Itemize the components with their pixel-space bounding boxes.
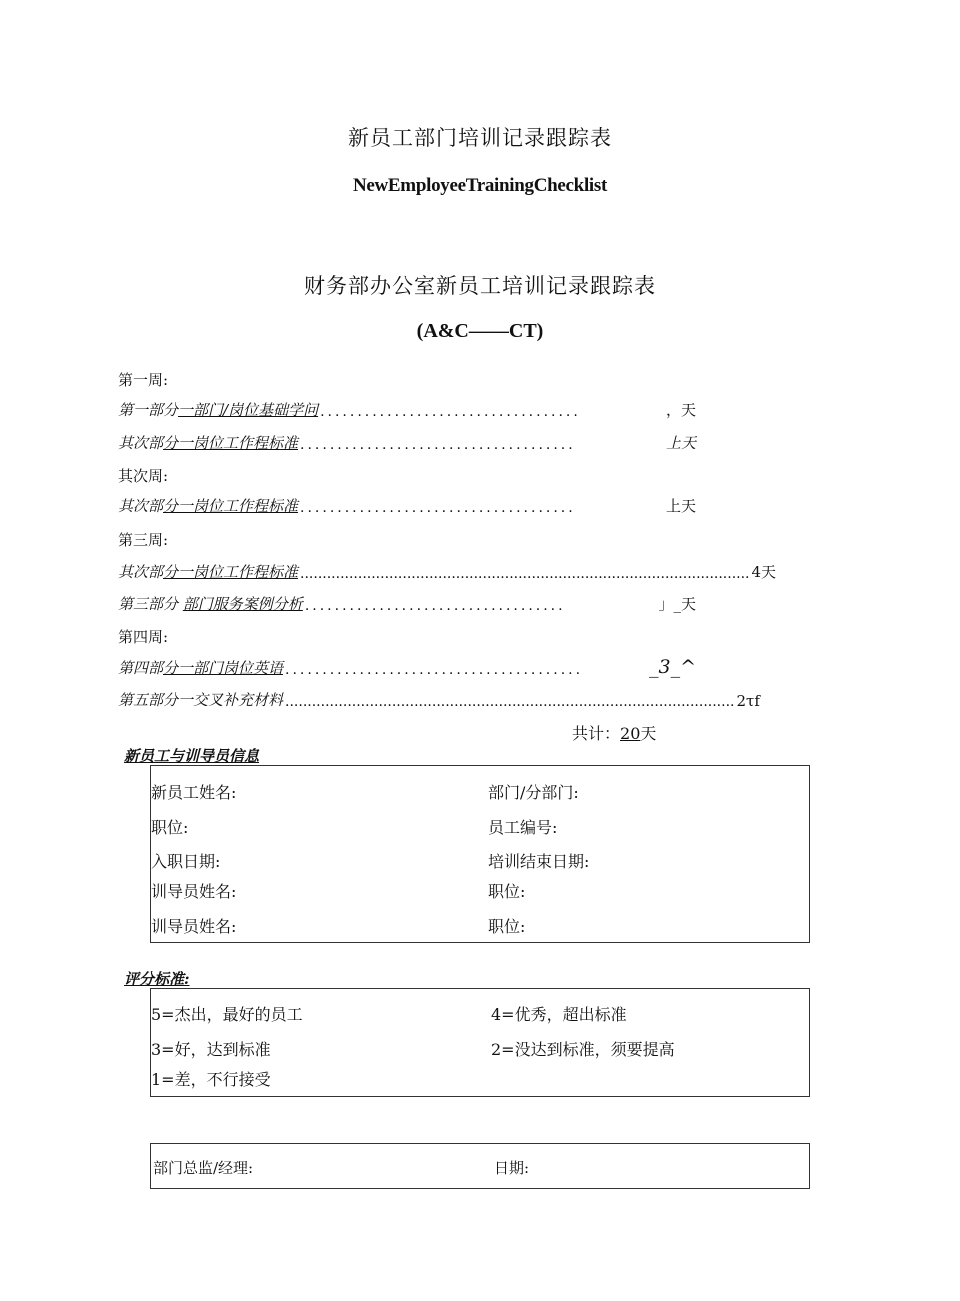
week-1-label: 第一周:	[118, 371, 169, 389]
schedule-item	[118, 494, 696, 516]
schedule-item-label: 其次部分一岗位工作程标准	[118, 563, 299, 581]
schedule-item-label: 第一部分一部门/岗位基础学问	[118, 401, 319, 419]
schedule-item-days: 上天	[665, 497, 696, 515]
schedule-item-label: 第五部分一交叉补充材料	[118, 691, 284, 709]
trainer-position-field[interactable]: 职位:	[488, 917, 526, 936]
schedule-item-label: 第四部分一部门岗位英语	[118, 659, 284, 677]
info-section-heading: 新员工与训导员信息	[124, 747, 260, 765]
leader-dots: ...................................	[320, 404, 581, 420]
schedule-item-days: 」_天	[658, 595, 696, 613]
rating-section-heading: 评分标准:	[124, 970, 190, 988]
position-field[interactable]: 职位:	[151, 818, 189, 837]
schedule-item	[118, 592, 696, 614]
trainer-position-field[interactable]: 职位:	[488, 882, 526, 901]
trainer-name-field[interactable]: 训导员姓名:	[151, 882, 237, 901]
leader-dots: .....................................	[300, 500, 576, 516]
schedule-item-label: 其次部分一岗位工作程标准	[118, 434, 299, 452]
rating-3: 3=好，达到标准	[151, 1040, 271, 1059]
week-3-label: 第三周:	[118, 531, 169, 549]
hire-date-field[interactable]: 入职日期:	[151, 852, 221, 871]
schedule-item-label: 其次部分一岗位工作程标准	[118, 497, 299, 515]
info-table	[150, 765, 810, 943]
title-chinese: 新员工部门培训记录跟踪表	[348, 126, 612, 150]
director-manager-field[interactable]: 部门总监/经理:	[153, 1159, 254, 1177]
total-days-value: 20	[620, 724, 641, 743]
schedule-item	[118, 398, 696, 420]
schedule-item	[118, 688, 760, 710]
rating-5: 5=杰出，最好的员工	[151, 1005, 303, 1024]
schedule-item-days: _3_^	[648, 656, 696, 678]
trainer-name-field[interactable]: 训导员姓名:	[151, 917, 237, 936]
title-english: NewEmployeeTrainingChecklist	[352, 175, 608, 196]
rating-2: 2=没达到标准，须要提高	[491, 1040, 675, 1059]
leader-dots: ...................................	[304, 598, 566, 614]
leader-dots: ........................................	[285, 662, 584, 678]
total-days: 共计：20天	[572, 724, 657, 743]
schedule-item	[118, 560, 777, 582]
leader-dots: .....................................................................................................	[285, 694, 735, 710]
leader-dots: .....................................	[300, 437, 576, 453]
schedule-item-days: 上天	[665, 434, 696, 452]
signature-date-field[interactable]: 日期:	[494, 1159, 530, 1177]
schedule-item	[118, 431, 696, 453]
schedule-item-days: ，天	[665, 401, 696, 419]
employee-id-field[interactable]: 员工编号:	[488, 818, 558, 837]
new-employee-name-field[interactable]: 新员工姓名:	[151, 783, 237, 802]
training-end-date-field[interactable]: 培训结束日期:	[488, 852, 590, 871]
rating-table	[150, 988, 810, 1097]
schedule-item-days: 2τf	[736, 692, 760, 710]
rating-4: 4=优秀，超出标准	[491, 1005, 627, 1024]
week-2-label: 其次周:	[118, 467, 169, 485]
signature-table	[150, 1143, 810, 1189]
department-field[interactable]: 部门/分部门:	[488, 783, 579, 802]
schedule-item-label: 第三部分 部门服务案例分析	[118, 595, 303, 613]
week-4-label: 第四周:	[118, 628, 169, 646]
schedule-item	[118, 656, 696, 678]
leader-dots: .....................................................................................................	[300, 566, 750, 582]
rating-1: 1=差，不行接受	[151, 1070, 271, 1089]
form-code: (A&C——CT)	[416, 320, 544, 342]
schedule-item-days: 4天	[751, 563, 777, 581]
subtitle-chinese: 财务部办公室新员工培训记录跟踪表	[304, 274, 656, 298]
